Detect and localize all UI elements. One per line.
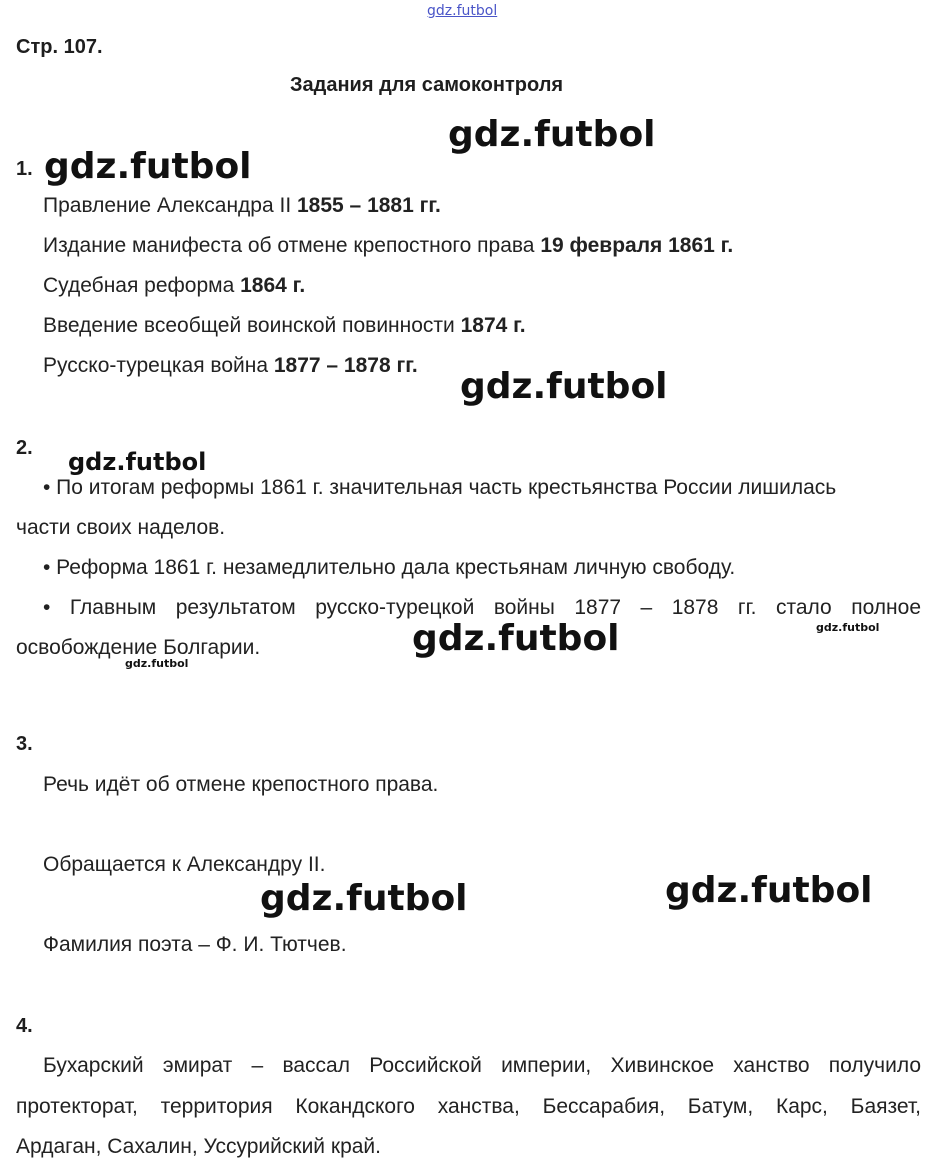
top-watermark-link[interactable]: gdz.futbol [427, 3, 498, 19]
task4-line2: протекторат, территория Кокандского ханства, Бессарабия, Батум, Карс, Баязет, [16, 1095, 921, 1118]
task3-line1: Речь идёт об отмене крепостного права. [43, 773, 439, 796]
task1-item-date: 1874 г. [460, 314, 526, 337]
task4-number: 4. [16, 1015, 33, 1037]
watermark-text: gdz.futbol [412, 618, 620, 659]
watermark-text: gdz.futbol [44, 146, 252, 187]
task1-item-date: 1855 – 1881 гг. [297, 194, 441, 217]
watermark-text: gdz.futbol [816, 621, 880, 634]
task1-item [43, 313, 526, 339]
watermark-text: gdz.futbol [260, 878, 468, 919]
task1-number: 1. [16, 158, 33, 180]
task1-item-label: Русско-турецкая война [43, 354, 274, 377]
task2-bullet3-line1: • Главным результатом русско-турецкой войны 1877 – 1878 гг. стало полное [43, 596, 921, 619]
task2-bullet1-line2: части своих наделов. [16, 516, 226, 539]
task4-line1: Бухарский эмират – вассал Российской империи, Хивинское ханство получило [43, 1054, 921, 1077]
task1-item [43, 193, 441, 219]
task1-item-label: Правление Александра II [43, 194, 297, 217]
page-title: Задания для самоконтроля [290, 74, 564, 96]
task1-item [43, 353, 418, 379]
task1-item-label: Издание манифеста об отмене крепостного права [43, 234, 541, 257]
task3-number: 3. [16, 733, 33, 755]
task2-bullet1-line1: • По итогам реформы 1861 г. значительная часть крестьянства России лишилась [43, 476, 837, 499]
task4-line3: Ардаган, Сахалин, Уссурийский край. [16, 1135, 381, 1158]
task1-item-date: 1864 г. [240, 274, 306, 297]
watermark-text: gdz.futbol [125, 657, 189, 670]
page-label: Стр. 107. [16, 36, 103, 58]
task2-bullet3-line2: освобождение Болгарии. [16, 636, 261, 659]
task3-line2: Обращается к Александру II. [43, 853, 326, 876]
task2-bullet2: • Реформа 1861 г. незамедлительно дала крестьянам личную свободу. [43, 556, 736, 579]
task1-item [43, 273, 305, 299]
task1-item-label: Судебная реформа [43, 274, 241, 297]
watermark-text: gdz.futbol [460, 366, 668, 407]
task1-item-label: Введение всеобщей воинской повинности [43, 314, 461, 337]
task1-item [43, 233, 733, 259]
task3-line3: Фамилия поэта – Ф. И. Тютчев. [43, 933, 347, 956]
task1-item-date: 19 февраля 1861 г. [540, 234, 734, 257]
task2-number: 2. [16, 437, 33, 459]
task1-item-date: 1877 – 1878 гг. [273, 354, 418, 377]
watermark-text: gdz.futbol [68, 448, 207, 476]
watermark-text: gdz.futbol [665, 870, 873, 911]
watermark-text: gdz.futbol [448, 114, 656, 155]
